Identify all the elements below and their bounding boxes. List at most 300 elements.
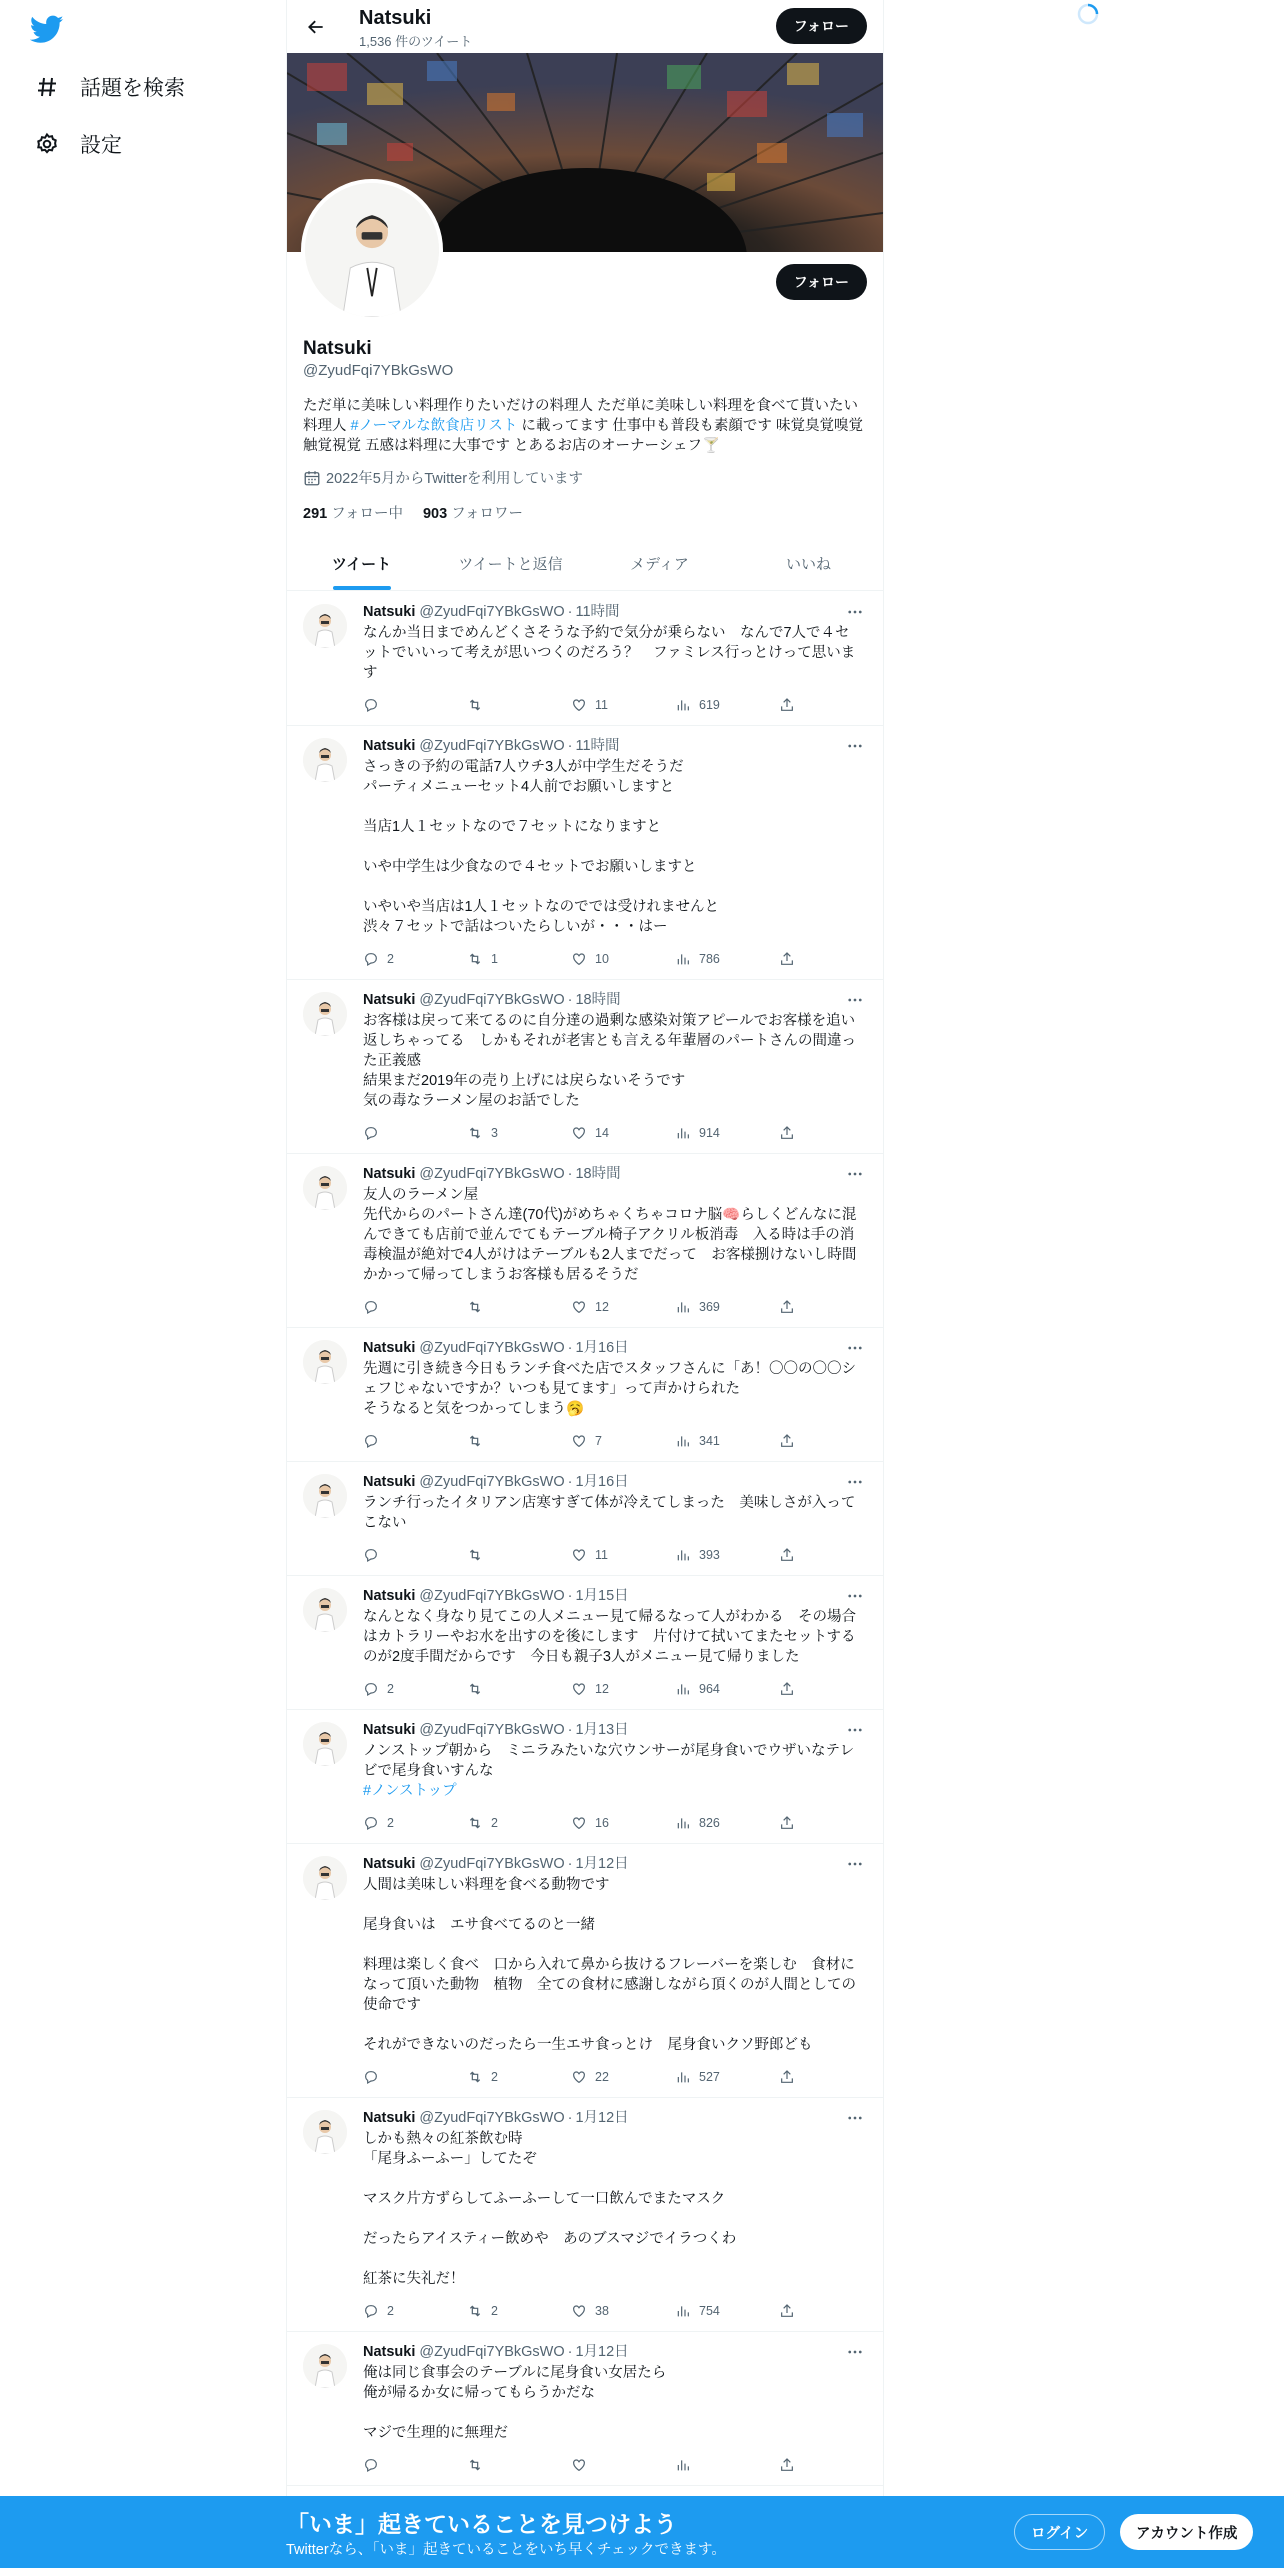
reply-button[interactable] xyxy=(363,2455,423,2475)
retweet-button[interactable] xyxy=(467,2455,527,2475)
tweet-separator: · xyxy=(567,604,573,620)
views-button[interactable] xyxy=(675,2455,735,2475)
tweet-body xyxy=(363,1741,863,1801)
tweet-body xyxy=(363,1011,863,1111)
reply-button[interactable] xyxy=(363,1297,423,1317)
back-button[interactable] xyxy=(299,10,333,44)
tweet-header xyxy=(363,736,867,756)
tab-likes[interactable]: いいね xyxy=(785,556,831,573)
profile-header-bar xyxy=(287,0,883,53)
tweet-avatar[interactable] xyxy=(303,1474,347,1518)
tweet-text: ノンストップ朝から ミニラみたいな穴ウンサーが尾身食いでウザいなテレビで尾身食いすんな xyxy=(363,1743,855,1779)
retweet-icon xyxy=(467,1299,483,1315)
more-options-button[interactable] xyxy=(843,600,867,624)
signup-banner-subtitle: Twitterなら、「いま」起きていることをいち早くチェックできます。 xyxy=(286,2542,726,2558)
views-button[interactable] xyxy=(675,1297,735,1317)
retweet-icon xyxy=(467,2303,483,2319)
reply-button[interactable] xyxy=(363,2067,423,2087)
retweet-button[interactable] xyxy=(467,1679,527,1699)
tweet-author-handle[interactable]: @ZyudFqi7YBkGsWO xyxy=(419,738,565,754)
retweet-button[interactable] xyxy=(467,695,527,715)
retweet-button[interactable] xyxy=(467,1431,527,1451)
views-button[interactable] xyxy=(675,1813,735,1833)
bio-hashtag-link[interactable]: #ノーマルな飲食店リスト xyxy=(350,418,518,434)
heart-icon xyxy=(571,951,587,967)
retweet-icon xyxy=(467,1815,483,1831)
profile-name: Natsuki xyxy=(303,338,372,359)
tweet-body xyxy=(363,757,863,937)
like-button[interactable] xyxy=(571,695,631,715)
views-button[interactable] xyxy=(675,1431,735,1451)
tweet-timestamp[interactable]: 1月16日 xyxy=(575,1474,629,1490)
tweet-avatar[interactable] xyxy=(303,1722,347,1766)
tweet-actions xyxy=(363,2067,803,2087)
tweet[interactable] xyxy=(287,1328,883,1462)
signup-button[interactable]: アカウント作成 xyxy=(1120,2514,1253,2550)
share-icon xyxy=(779,2457,795,2473)
share-icon xyxy=(779,1433,795,1449)
calendar-icon xyxy=(303,469,321,487)
tweet-actions xyxy=(363,1679,803,1699)
reply-count: 2 xyxy=(387,1816,394,1830)
share-button[interactable] xyxy=(779,1813,803,1833)
more-options-button[interactable] xyxy=(843,1718,867,1742)
tweet-header xyxy=(363,602,867,622)
tweet-avatar[interactable] xyxy=(303,604,347,648)
tweet-separator: · xyxy=(567,1474,573,1490)
tweet-separator: · xyxy=(567,1340,573,1356)
more-options-button[interactable] xyxy=(843,1584,867,1608)
retweet-icon xyxy=(467,1681,483,1697)
view-count: 527 xyxy=(699,2070,720,2084)
tweet-author-name[interactable]: Natsuki xyxy=(363,1340,416,1356)
like-button[interactable] xyxy=(571,1123,631,1143)
tweet-author-name[interactable]: Natsuki xyxy=(363,2110,416,2126)
views-button[interactable] xyxy=(675,2067,735,2087)
like-button[interactable] xyxy=(571,1431,631,1451)
signup-banner-title: 「いま」起きていることを見つけよう xyxy=(286,2511,677,2537)
tweet-feed xyxy=(287,592,883,2486)
reply-icon xyxy=(363,2069,379,2085)
tweet-text: 友人のラーメン屋 先代からのパートさん達(70代)がめちゃくちゃコロナ脳🧠らしくどんなに混んできても店前で並んでてもテーブル椅子アクリル板消毒 入る時は手の消毒検温が絶対で4人がけはテーブルも2人までだって お客様捌けないし時間かかって帰ってしまうお客様も居るそうだ xyxy=(363,1187,857,1283)
more-options-button[interactable] xyxy=(843,1470,867,1494)
more-dots-icon xyxy=(846,737,864,755)
like-count: 12 xyxy=(595,1682,609,1696)
tweet-timestamp[interactable]: 11時間 xyxy=(575,738,620,754)
tweet-actions xyxy=(363,1431,803,1451)
tweet[interactable] xyxy=(287,1576,883,1710)
reply-icon xyxy=(363,1681,379,1697)
retweet-button[interactable] xyxy=(467,1123,527,1143)
views-button[interactable] xyxy=(675,695,735,715)
tweet-body xyxy=(363,2129,863,2289)
share-icon xyxy=(779,1815,795,1831)
tweet-header xyxy=(363,1586,867,1606)
like-button[interactable] xyxy=(571,1813,631,1833)
share-icon xyxy=(779,2303,795,2319)
retweet-button[interactable] xyxy=(467,2301,527,2321)
view-count: 369 xyxy=(699,1300,720,1314)
tweet-header xyxy=(363,1720,867,1740)
reply-button[interactable] xyxy=(363,1545,423,1565)
followers-label: フォロワー xyxy=(451,506,523,522)
tweet-body xyxy=(363,623,863,683)
tweet-avatar[interactable] xyxy=(303,1166,347,1210)
tweet-author-handle[interactable]: @ZyudFqi7YBkGsWO xyxy=(419,2110,565,2126)
twitter-bird-icon[interactable] xyxy=(30,12,66,48)
tweet-separator: · xyxy=(567,738,573,754)
tweet-author-name[interactable]: Natsuki xyxy=(363,1856,416,1872)
profile-follow-button[interactable]: フォロー xyxy=(776,264,867,300)
hashtag-icon xyxy=(34,74,60,100)
tweet-header xyxy=(363,1164,867,1184)
tweet-author-name[interactable]: Natsuki xyxy=(363,2344,416,2360)
tweet-text: お客様は戻って来てるのに自分達の過剰な感染対策アピールでお客様を追い返しちゃってる しかもそれが老害とも言える年輩層のパートさんの間違った正義感 結果まだ2019年の売り上げには戻らないそうです 気の毒なラーメン屋のお話でした xyxy=(363,1013,856,1109)
share-button[interactable] xyxy=(779,2455,803,2475)
reply-icon xyxy=(363,1815,379,1831)
following-stat[interactable] xyxy=(303,502,403,523)
view-count: 341 xyxy=(699,1434,720,1448)
profile-joined xyxy=(303,467,583,488)
tweet-author-handle[interactable]: @ZyudFqi7YBkGsWO xyxy=(419,1474,565,1490)
tweet-actions xyxy=(363,1297,803,1317)
signup-banner xyxy=(0,2496,1284,2568)
views-button[interactable] xyxy=(675,949,735,969)
tweet[interactable] xyxy=(287,592,883,726)
retweet-button[interactable] xyxy=(467,2067,527,2087)
share-icon xyxy=(779,697,795,713)
tweet-actions xyxy=(363,1813,803,1833)
tweet-separator: · xyxy=(567,1588,573,1604)
reply-icon xyxy=(363,951,379,967)
tweet[interactable] xyxy=(287,1154,883,1328)
more-dots-icon xyxy=(846,1855,864,1873)
retweet-count: 2 xyxy=(491,2070,498,2084)
view-count: 914 xyxy=(699,1126,720,1140)
retweet-button[interactable] xyxy=(467,1813,527,1833)
header-follow-button[interactable]: フォロー xyxy=(776,8,867,44)
tweet-author-handle[interactable]: @ZyudFqi7YBkGsWO xyxy=(419,1340,565,1356)
tweet-body xyxy=(363,1359,863,1419)
profile-avatar[interactable] xyxy=(301,179,443,321)
views-chart-icon xyxy=(675,1681,691,1697)
views-chart-icon xyxy=(675,1125,691,1141)
tweet-author-handle[interactable]: @ZyudFqi7YBkGsWO xyxy=(419,1588,565,1604)
view-count: 964 xyxy=(699,1682,720,1696)
tweet-separator: · xyxy=(567,1722,573,1738)
like-button[interactable] xyxy=(571,1297,631,1317)
bio-text-end: に載ってます 仕事中も普段も素顔です 味覚臭覚嗅覚触覚視覚 五感は料理に大事です とあるお店のオーナーシェフ🍸 xyxy=(303,418,863,454)
tweet-author-handle[interactable]: @ZyudFqi7YBkGsWO xyxy=(419,1722,565,1738)
tweet-actions xyxy=(363,949,803,969)
share-button[interactable] xyxy=(779,1431,803,1451)
tweet-author-handle[interactable]: @ZyudFqi7YBkGsWO xyxy=(419,604,565,620)
tweet-author-name[interactable]: Natsuki xyxy=(363,1588,416,1604)
tweet-text: 俺は同じ食事会のテーブルに尾身食い女居たら 俺が帰るか女に帰ってもらうかだな マジで生理的に無理だ xyxy=(363,2365,667,2441)
like-button[interactable] xyxy=(571,1545,631,1565)
like-button[interactable] xyxy=(571,949,631,969)
tweet-actions xyxy=(363,695,803,715)
like-button[interactable] xyxy=(571,2301,631,2321)
views-chart-icon xyxy=(675,1299,691,1315)
tweet-text: ランチ行ったイタリアン店寒すぎて体が冷えてしまった 美味しさが入ってこない xyxy=(363,1495,856,1531)
tweet-author-name[interactable]: Natsuki xyxy=(363,1166,416,1182)
tweet-timestamp[interactable]: 1月12日 xyxy=(575,2110,629,2126)
views-chart-icon xyxy=(675,1433,691,1449)
retweet-icon xyxy=(467,951,483,967)
more-dots-icon xyxy=(846,1165,864,1183)
views-button[interactable] xyxy=(675,2301,735,2321)
more-options-button[interactable] xyxy=(843,2106,867,2130)
more-options-button[interactable] xyxy=(843,1336,867,1360)
view-count: 754 xyxy=(699,2304,720,2318)
like-button[interactable] xyxy=(571,2067,631,2087)
tweet-author-handle[interactable]: @ZyudFqi7YBkGsWO xyxy=(419,2344,565,2360)
share-icon xyxy=(779,1547,795,1563)
views-chart-icon xyxy=(675,951,691,967)
more-dots-icon xyxy=(846,1587,864,1605)
views-chart-icon xyxy=(675,2303,691,2319)
views-chart-icon xyxy=(675,697,691,713)
heart-icon xyxy=(571,2457,587,2473)
tweet-text: しかも熱々の紅茶飲む時 「尾身ふーふー」してたぞ マスク片方ずらしてふーふーして一口飲んでまたマスク だったらアイスティー飲めや あのブスマジでイラつくわ 紅茶に失礼だ！ xyxy=(363,2131,737,2287)
tweet[interactable] xyxy=(287,726,883,980)
tweet-separator: · xyxy=(567,992,573,1008)
reply-button[interactable] xyxy=(363,1813,423,1833)
arrow-left-icon xyxy=(306,17,326,37)
tweet-avatar[interactable] xyxy=(303,992,347,1036)
like-count: 38 xyxy=(595,2304,609,2318)
tweet-separator: · xyxy=(567,2110,573,2126)
tweet-author-handle[interactable]: @ZyudFqi7YBkGsWO xyxy=(419,1856,565,1872)
profile-tabs xyxy=(287,537,883,591)
profile-handle: @ZyudFqi7YBkGsWO xyxy=(303,362,454,379)
share-button[interactable] xyxy=(779,1545,803,1565)
reply-icon xyxy=(363,697,379,713)
tweet-text: 人間は美味しい料理を食べる動物です 尾身食いは エサ食べてるのと一緒 料理は楽しく食べ 口から入れて鼻から抜けるフレーバーを楽しむ 食材になって頂いた動物 植物 全ての食材に感謝しながら頂くのが人間としての使命です それができないのだったら一生エサ食っとけ 尾身食いクソ野郎ども xyxy=(363,1877,856,2053)
heart-icon xyxy=(571,1681,587,1697)
tweet-avatar[interactable] xyxy=(303,1588,347,1632)
nav-explore[interactable] xyxy=(34,67,185,107)
views-button[interactable] xyxy=(675,1679,735,1699)
more-options-button[interactable] xyxy=(843,988,867,1012)
reply-button[interactable] xyxy=(363,695,423,715)
more-options-button[interactable] xyxy=(843,2340,867,2364)
tweet-hashtag-link[interactable]: #ノンストップ xyxy=(363,1783,457,1799)
header-name: Natsuki xyxy=(359,7,432,29)
retweet-button[interactable] xyxy=(467,949,527,969)
share-icon xyxy=(779,2069,795,2085)
reply-icon xyxy=(363,1299,379,1315)
tweet-timestamp[interactable]: 18時間 xyxy=(575,1166,621,1182)
nav-explore-label: 話題を検索 xyxy=(80,77,185,100)
reply-icon xyxy=(363,2303,379,2319)
tweet-body xyxy=(363,1607,863,1667)
followers-stat[interactable] xyxy=(423,502,523,523)
tab-tweets-and-replies[interactable]: ツイートと返信 xyxy=(458,556,563,573)
tweet[interactable] xyxy=(287,1462,883,1576)
tweet-avatar[interactable] xyxy=(303,1856,347,1900)
share-icon xyxy=(779,1681,795,1697)
tweet-author-name[interactable]: Natsuki xyxy=(363,1722,416,1738)
joined-date-text: 2022年5月からTwitterを利用しています xyxy=(326,471,584,487)
reply-count: 2 xyxy=(387,1682,394,1696)
tweet-header xyxy=(363,2342,867,2362)
tweet-header xyxy=(363,1472,867,1492)
retweet-count: 2 xyxy=(491,1816,498,1830)
heart-icon xyxy=(571,1433,587,1449)
tweet-body xyxy=(363,2363,863,2443)
views-chart-icon xyxy=(675,2069,691,2085)
like-button[interactable] xyxy=(571,1679,631,1699)
more-dots-icon xyxy=(846,991,864,1009)
loading-spinner-icon xyxy=(1076,2,1100,26)
like-count: 11 xyxy=(595,1548,608,1562)
tweet-separator: · xyxy=(567,1856,573,1872)
tweet-text: 先週に引き続き今日もランチ食べた店でスタッフさんに「あ！〇〇の〇〇シェフじゃないですか？いつも見てます」って声かけられた そうなると気をつかってしまう🥱 xyxy=(363,1361,856,1417)
tweet-body xyxy=(363,1185,863,1285)
share-button[interactable] xyxy=(779,2301,803,2321)
share-button[interactable] xyxy=(779,949,803,969)
profile-stats xyxy=(303,502,523,523)
heart-icon xyxy=(571,1547,587,1563)
tweet-timestamp[interactable]: 11時間 xyxy=(575,604,620,620)
tweet-actions xyxy=(363,2455,803,2475)
tweet-text: さっきの予約の電話7人ウチ3人が中学生だそうだ パーティメニューセット4人前でお願いしますと 当店1人１セットなので７セットになりますと いや中学生は少食なので４セットでお願いしますと いやいや当店は1人１セットなのででは受けれませんと 渋々７セットで話はついたらしいが・・・はー xyxy=(363,759,720,935)
tweet-timestamp[interactable]: 1月12日 xyxy=(575,1856,629,1872)
reply-count: 2 xyxy=(387,2304,394,2318)
share-button[interactable] xyxy=(779,695,803,715)
followers-count: 903 xyxy=(422,506,448,522)
reply-button[interactable] xyxy=(363,2301,423,2321)
tweet-timestamp[interactable]: 1月13日 xyxy=(575,1722,629,1738)
more-options-button[interactable] xyxy=(843,734,867,758)
more-dots-icon xyxy=(846,1473,864,1491)
retweet-icon xyxy=(467,1547,483,1563)
like-count: 11 xyxy=(595,698,608,712)
like-count: 12 xyxy=(595,1300,609,1314)
nav-settings[interactable] xyxy=(34,124,122,164)
share-icon xyxy=(779,1125,795,1141)
tweet-timestamp[interactable]: 18時間 xyxy=(575,992,621,1008)
reply-icon xyxy=(363,1433,379,1449)
tweet-author-name[interactable]: Natsuki xyxy=(363,604,416,620)
tweet[interactable] xyxy=(287,1844,883,2098)
tweet-body xyxy=(363,1493,863,1533)
more-dots-icon xyxy=(846,1721,864,1739)
heart-icon xyxy=(571,1125,587,1141)
tweet-author-name[interactable]: Natsuki xyxy=(363,992,416,1008)
tweet-author-name[interactable]: Natsuki xyxy=(363,1474,416,1490)
tweet-timestamp[interactable]: 1月12日 xyxy=(575,2344,629,2360)
reply-button[interactable] xyxy=(363,949,423,969)
tweet-body xyxy=(363,1875,863,2055)
reply-button[interactable] xyxy=(363,1123,423,1143)
gear-icon xyxy=(34,131,60,157)
profile-bio xyxy=(303,396,869,456)
tweet-actions xyxy=(363,2301,803,2321)
heart-icon xyxy=(571,2069,587,2085)
tweet-timestamp[interactable]: 1月16日 xyxy=(575,1340,629,1356)
tweet-author-handle[interactable]: @ZyudFqi7YBkGsWO xyxy=(419,992,565,1008)
share-button[interactable] xyxy=(779,1297,803,1317)
retweet-icon xyxy=(467,1433,483,1449)
tweet-actions xyxy=(363,1545,803,1565)
left-nav xyxy=(0,0,286,2568)
tweet-avatar[interactable] xyxy=(303,2110,347,2154)
tweet-avatar[interactable] xyxy=(303,2344,347,2388)
tweet[interactable] xyxy=(287,2098,883,2332)
heart-icon xyxy=(571,1815,587,1831)
retweet-icon xyxy=(467,2457,483,2473)
share-button[interactable] xyxy=(779,2067,803,2087)
tweet-header xyxy=(363,990,867,1010)
views-button[interactable] xyxy=(675,1123,735,1143)
share-button[interactable] xyxy=(779,1679,803,1699)
share-icon xyxy=(779,1299,795,1315)
retweet-icon xyxy=(467,697,483,713)
bio-text-start: ただ単に美味しい料理作りたいだけの料理人 ただ単に美味しい料理を食べて貰いたい料理人 xyxy=(303,398,859,434)
reply-count: 2 xyxy=(387,952,394,966)
more-dots-icon xyxy=(846,2343,864,2361)
more-options-button[interactable] xyxy=(843,1162,867,1186)
views-chart-icon xyxy=(675,1815,691,1831)
tweet-avatar[interactable] xyxy=(303,1340,347,1384)
more-dots-icon xyxy=(846,603,864,621)
like-count: 16 xyxy=(595,1816,609,1830)
tweet-timestamp[interactable]: 1月15日 xyxy=(575,1588,629,1604)
retweet-button[interactable] xyxy=(467,1297,527,1317)
retweet-button[interactable] xyxy=(467,1545,527,1565)
reply-button[interactable] xyxy=(363,1679,423,1699)
nav-settings-label: 設定 xyxy=(80,134,122,157)
retweet-count: 2 xyxy=(491,2304,498,2318)
retweet-icon xyxy=(467,2069,483,2085)
tweet-author-handle[interactable]: @ZyudFqi7YBkGsWO xyxy=(419,1166,565,1182)
following-count: 291 xyxy=(303,506,328,522)
tweet-header xyxy=(363,1338,867,1358)
login-button[interactable]: ログイン xyxy=(1014,2514,1105,2550)
views-chart-icon xyxy=(675,1547,691,1563)
share-icon xyxy=(779,951,795,967)
tweet[interactable] xyxy=(287,1710,883,1844)
more-options-button[interactable] xyxy=(843,1852,867,1876)
like-count: 22 xyxy=(595,2070,609,2084)
tweet[interactable] xyxy=(287,980,883,1154)
like-count: 10 xyxy=(595,952,609,966)
tweet-avatar[interactable] xyxy=(303,738,347,782)
like-count: 14 xyxy=(595,1126,609,1140)
tab-tweets[interactable]: ツイート xyxy=(287,537,436,590)
heart-icon xyxy=(571,1299,587,1315)
tweet-author-name[interactable]: Natsuki xyxy=(363,738,416,754)
tweet-separator: · xyxy=(567,1166,573,1182)
views-chart-icon xyxy=(675,2457,691,2473)
views-button[interactable] xyxy=(675,1545,735,1565)
like-button[interactable] xyxy=(571,2455,631,2475)
heart-icon xyxy=(571,697,587,713)
tweet[interactable] xyxy=(287,2332,883,2486)
tweet-header xyxy=(363,2108,867,2128)
retweet-icon xyxy=(467,1125,483,1141)
view-count: 786 xyxy=(699,952,720,966)
main-column xyxy=(286,0,884,2568)
tab-media[interactable]: メディア xyxy=(630,556,689,573)
retweet-count: 3 xyxy=(491,1126,498,1140)
share-button[interactable] xyxy=(779,1123,803,1143)
reply-button[interactable] xyxy=(363,1431,423,1451)
view-count: 826 xyxy=(699,1816,720,1830)
